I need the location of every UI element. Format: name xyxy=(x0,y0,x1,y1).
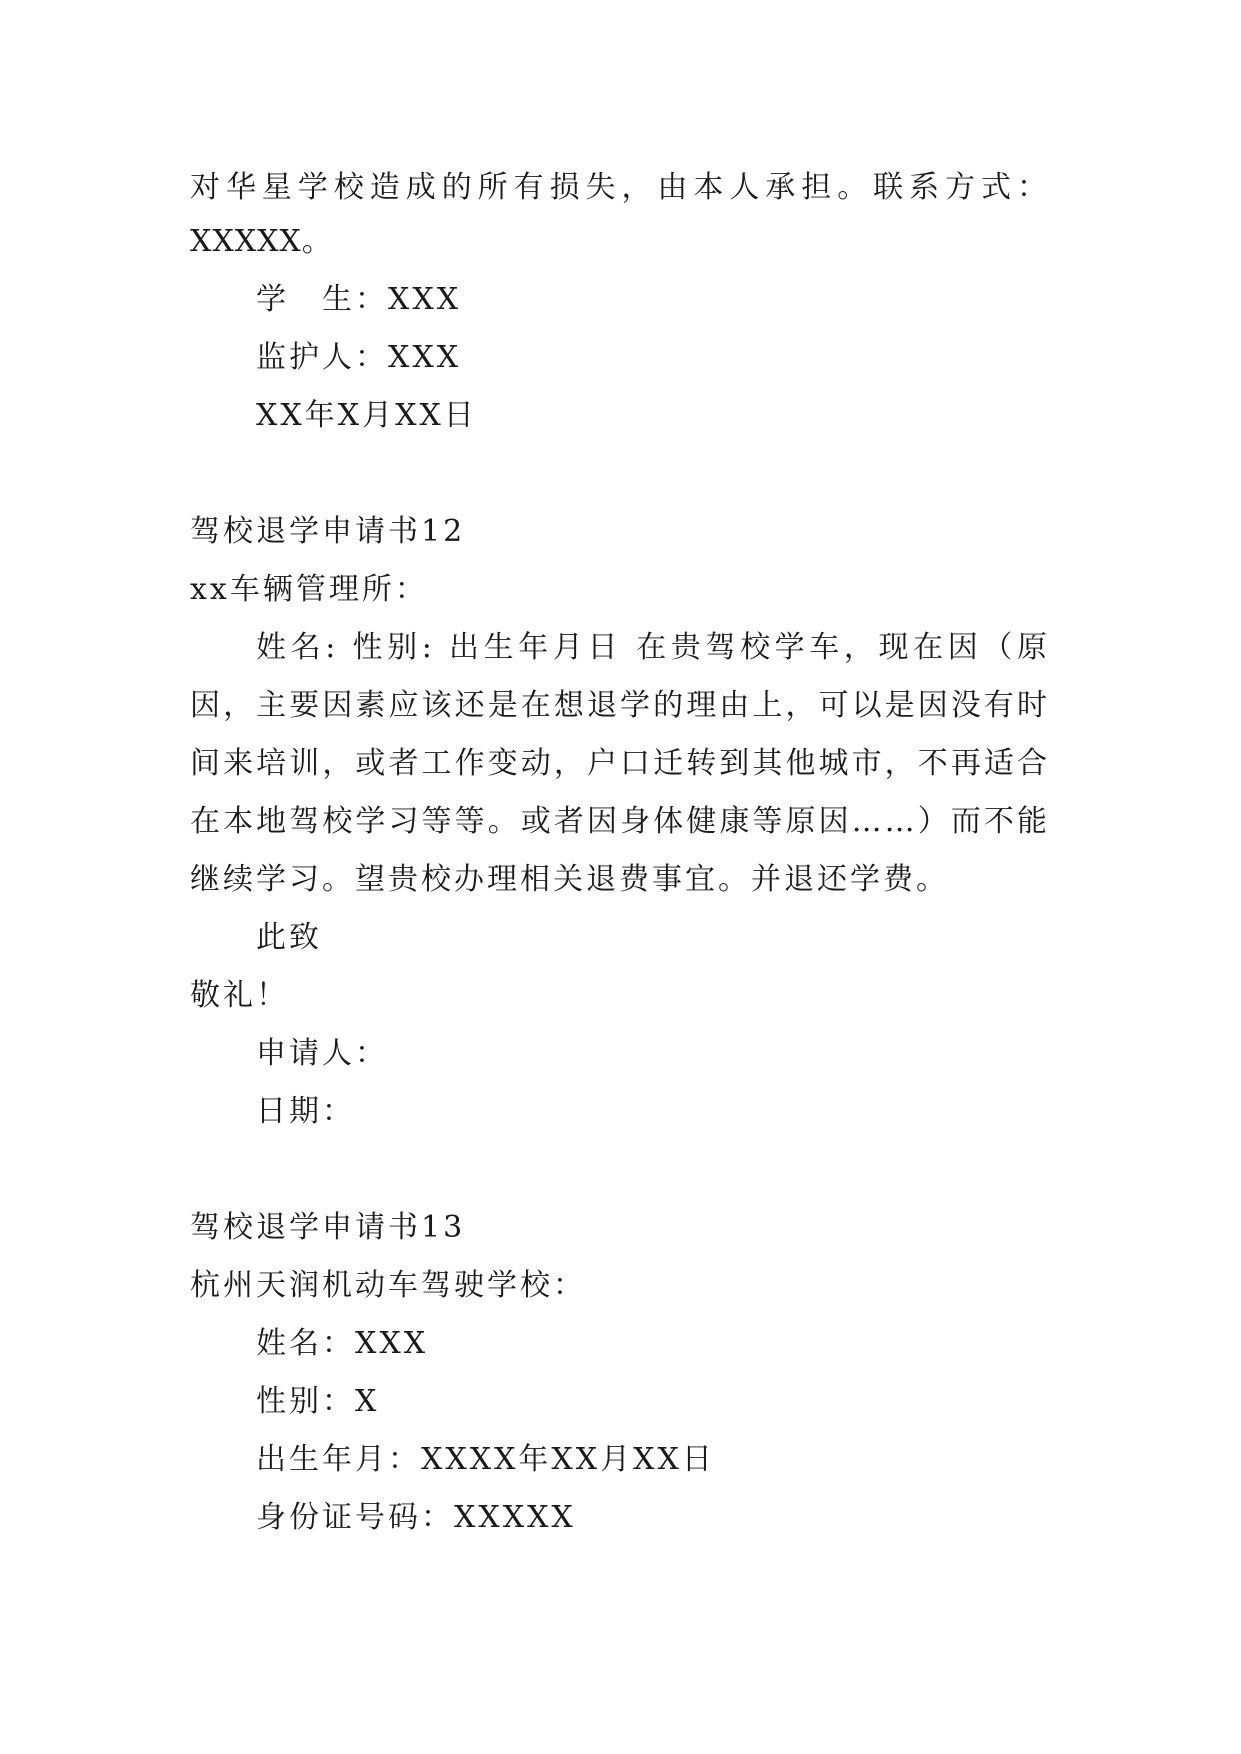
name-field: 姓名：XXX xyxy=(256,1326,429,1361)
letter-recipient: xx车辆管理所： xyxy=(190,572,428,607)
student-signature: 学 生：XXX xyxy=(256,282,462,317)
guardian-signature: 监护人：XXX xyxy=(256,340,462,375)
applicant-label: 申请人： xyxy=(256,1036,388,1071)
gender-field: 性别：X xyxy=(256,1384,380,1419)
letter-recipient: 杭州天润机动车驾驶学校： xyxy=(190,1268,586,1303)
body-line: 间来培训，或者工作变动，户口迁转到其他城市，不再适合 xyxy=(190,746,1050,781)
body-line: 因，主要因素应该还是在想退学的理由上，可以是因没有时 xyxy=(190,688,1050,723)
signature-date: XX年X月XX日 xyxy=(256,398,477,433)
paragraph-line: 对华星学校造成的所有损失，由本人承担。联系方式： xyxy=(190,170,1050,205)
id-number-field: 身份证号码：XXXXX xyxy=(256,1500,576,1535)
date-label: 日期： xyxy=(256,1094,355,1129)
letter-title: 驾校退学申请书13 xyxy=(190,1210,466,1245)
body-line: 姓名: 性别: 出生年月日 在贵驾校学车，现在因（原 xyxy=(256,630,1050,665)
letter-title: 驾校退学申请书12 xyxy=(190,514,466,549)
body-line: 继续学习。望贵校办理相关退费事宜。并退还学费。 xyxy=(190,862,949,897)
closing-salutation: 此致 xyxy=(256,920,322,955)
paragraph-line: XXXXX。 xyxy=(190,224,333,259)
birth-field: 出生年月：XXXX年XX月XX日 xyxy=(256,1442,715,1477)
closing-regards: 敬礼！ xyxy=(190,978,289,1013)
body-line: 在本地驾校学习等等。或者因身体健康等原因……）而不能 xyxy=(190,804,1050,839)
